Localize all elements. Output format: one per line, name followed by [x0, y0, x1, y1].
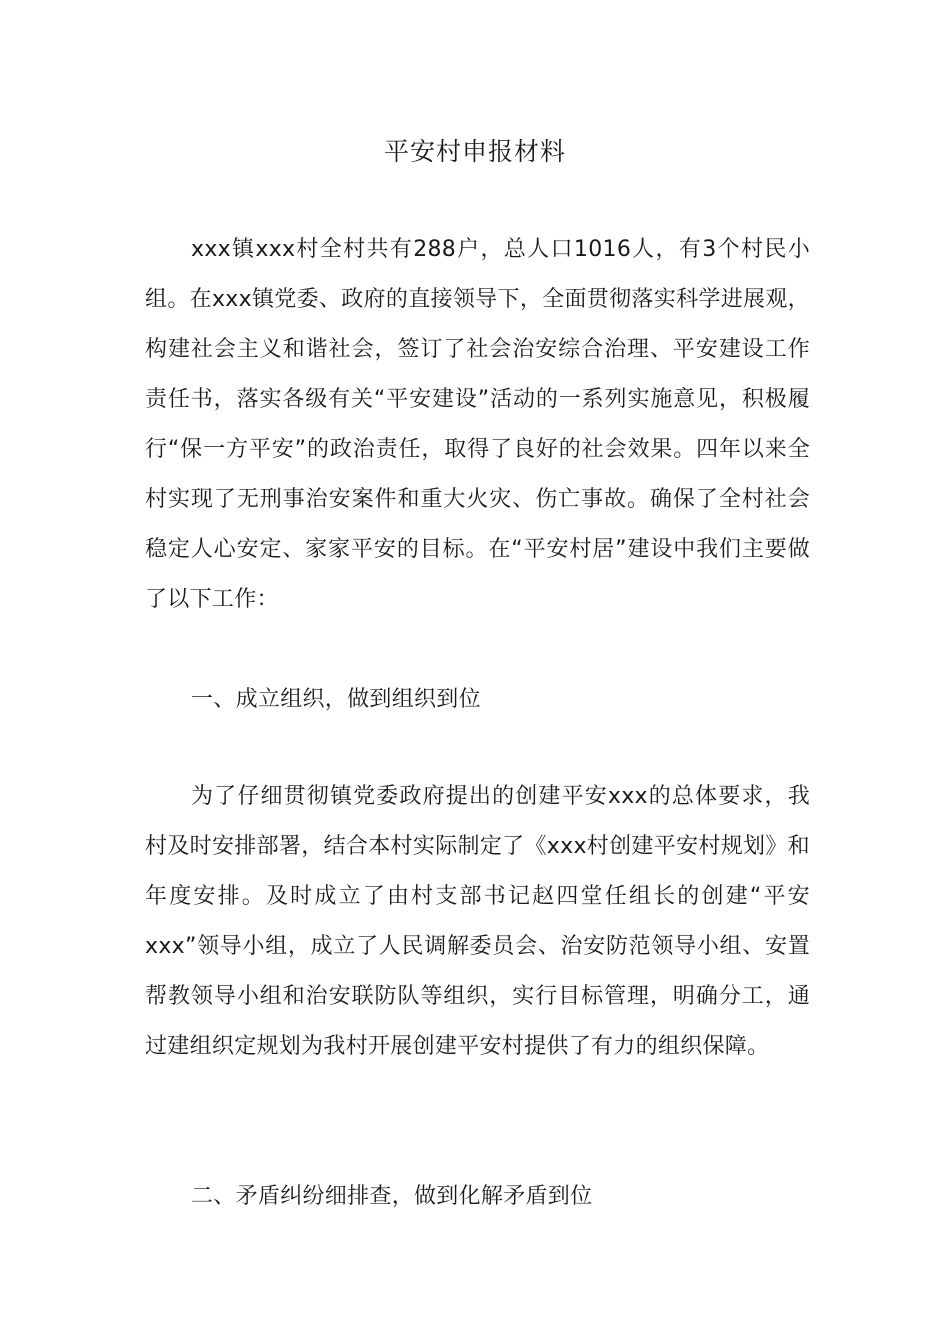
section-heading-1: 一、成立组织，做到组织到位 — [191, 687, 481, 712]
section-heading-2: 二、矛盾纠纷细排查，做到化解矛盾到位 — [191, 1184, 593, 1209]
document-title: 平安村申报材料 — [383, 137, 566, 166]
intro-paragraph: xxx镇xxx村全村共有288户，总人口1016人，有3个村民小组。在xxx镇党委、政府的直接领导下，全面贯彻落实科学进展观，构建社会主义和谐社会，签订了社会治安综合治理、平安建设工作责任书，落实各级有关“平安建设”活动的一系列实施意见，积极履行“保一方平安”的政治责任，取得了良好的社会效果。四年以来全村实现了无刑事治安案件和重大火灾、伤亡事故。确保了全村社会稳定人心安定、家家平安的目标。在“平安村居”建设中我们主要做了以下工作： — [145, 237, 810, 612]
section-1-paragraph: 为了仔细贯彻镇党委政府提出的创建平安xxx的总体要求，我村及时安排部署，结合本村实际制定了《xxx村创建平安村规划》和年度安排。及时成立了由村支部书记赵四堂任组长的创建“平安xxx”领导小组，成立了人民调解委员会、治安防范领导小组、安置帮教领导小组和治安联防队等组织，实行目标管理，明确分工，通过建组织定规划为我村开展创建平安村提供了有力的组织保障。 — [145, 784, 810, 1059]
